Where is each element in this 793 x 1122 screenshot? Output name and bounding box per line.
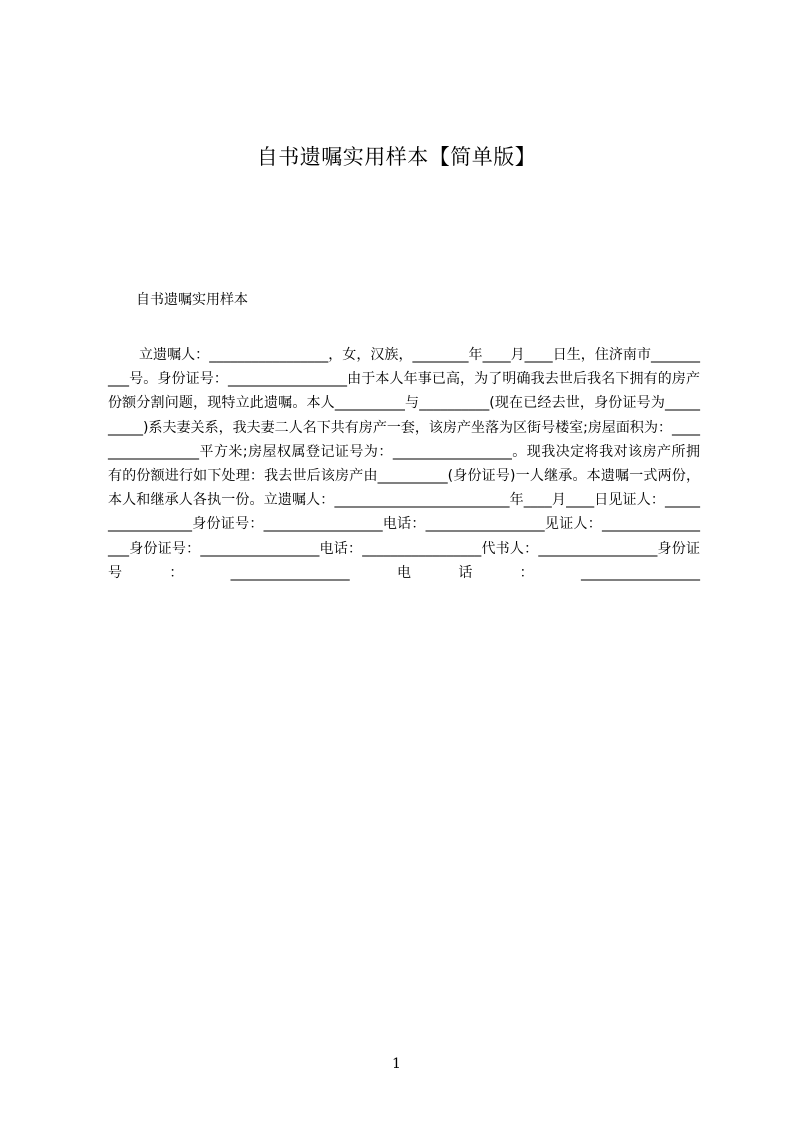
document-title: 自书遗嘱实用样本【简单版】 [256, 145, 537, 169]
page-number: 1 [392, 1056, 401, 1072]
will-body-paragraph: 立遗嘱人：_________________，女，汉族，________年____月____日生，住济南市__________号。身份证号：_________________由于本人年事已高，为了明确我去世后我名下拥有的房产份额分割问题，现特立此遗嘱。本人__________与__________(现在已经去世，身份证号为__________)系夫妻关系，我夫妻二人名下共有房产一套，该房产坐落为区街号楼室;房屋面积为：_________________平方米;房屋权属登记证号为：_________________。现我决定将我对该房产所拥有的份额进行如下处理：我去世后该房产由__________(身份证号)一人继承。本遗嘱一式两份，本人和继承人各执一份。立遗嘱人：_________________________年____月____日见证人：_________________身份证号：_________________电话：_________________见证人：_________________身份证号：_________________电话：_________________代书人：_________________身份证号：_________________电话：_________________ [108, 347, 700, 581]
section-subheading: 自书遗嘱实用样本 [136, 292, 248, 308]
